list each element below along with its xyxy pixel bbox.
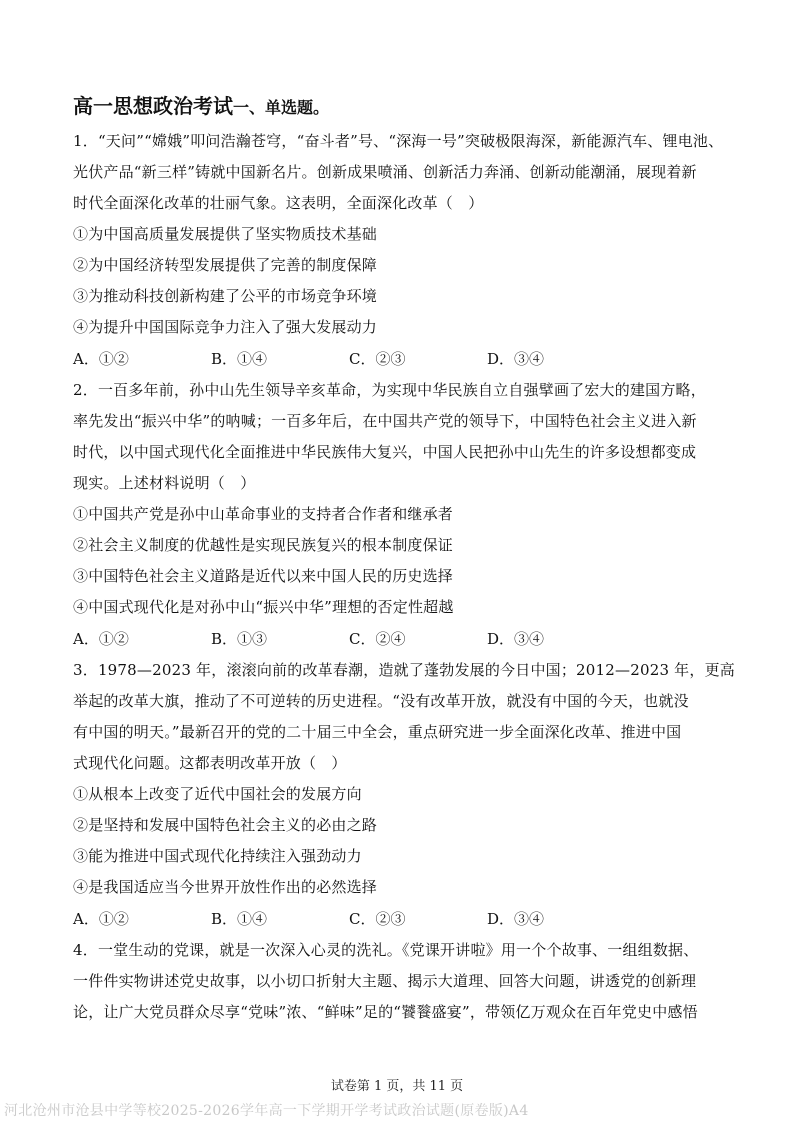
exam-title: 高一思想政治考试 [73, 94, 233, 118]
option-d: D．③④ [487, 630, 545, 648]
question-stem-line: 4．一堂生动的党课，就是一次深入心灵的洗礼。《党课开讲啦》用一个个故事、一组组数据、 [73, 941, 699, 959]
statement-item: ③能为推进中国式现代化持续注入强劲动力 [73, 847, 362, 865]
statement-item: ④是我国适应当今世界开放性作出的必然选择 [73, 878, 378, 896]
question-stem-line: 现实。上述材料说明（ ） [73, 474, 256, 492]
statement-item: ①为中国高质量发展提供了坚实物质技术基础 [73, 225, 378, 243]
page-title [73, 90, 329, 119]
watermark-text: 河北沧州市沧县中学等校2025-2026学年高一下学期开学考试政治试题(原卷版)A4 [4, 1103, 529, 1119]
option-a: A．①② [73, 350, 129, 368]
question-stem-line: 时代全面深化改革的壮丽气象。这表明，全面深化改革（ ） [73, 194, 484, 212]
statement-item: ④为提升中国国际竞争力注入了强大发展动力 [73, 318, 378, 336]
option-b: B．①④ [211, 350, 268, 368]
question-stem-line: 举起的改革大旗，推动了不可逆转的历史进程。“没有改革开放，就没有中国的今天，也就没 [73, 692, 689, 710]
option-b: B．①④ [211, 910, 268, 928]
option-c: C．②③ [349, 910, 406, 928]
option-a: A．①② [73, 910, 129, 928]
statement-item: ②社会主义制度的优越性是实现民族复兴的根本制度保证 [73, 536, 454, 554]
option-d: D．③④ [487, 350, 545, 368]
option-c: C．②③ [349, 350, 406, 368]
question-stem-line: 有中国的明天。”最新召开的党的二十届三中全会，重点研究进一步全面深化改革、推进中国 [73, 723, 682, 741]
question-stem-line: 光伏产品“新三样”铸就中国新名片。创新成果喷涌、创新活力奔涌、创新动能潮涌，展现着新 [73, 163, 697, 181]
question-stem-line: 2．一百多年前，孙中山先生领导辛亥革命，为实现中华民族自立自强擘画了宏大的建国方略， [73, 381, 706, 399]
question-stem-line: 一件件实物讲述党史故事，以小切口折射大主题、揭示大道理、回答大问题，讲透党的创新理 [73, 972, 697, 990]
statement-item: ④中国式现代化是对孙中山“振兴中华”理想的否定性超越 [73, 598, 454, 616]
statement-item: ①中国共产党是孙中山革命事业的支持者合作者和继承者 [73, 505, 454, 523]
question-stem-line: 论，让广大党员群众尽享“党味”浓、“鲜味”足的“饕餮盛宴”，带领亿万观众在百年党史中感悟 [73, 1003, 698, 1021]
page-footer: 试卷第 1 页，共 11 页 [330, 1079, 464, 1094]
option-c: C．②④ [349, 630, 406, 648]
question-stem-line: 时代，以中国式现代化全面推进中华民族伟大复兴，中国人民把孙中山先生的许多设想都变成 [73, 443, 697, 461]
option-b: B．①③ [211, 630, 268, 648]
statement-item: ②为中国经济转型发展提供了完善的制度保障 [73, 256, 378, 274]
statement-item: ③中国特色社会主义道路是近代以来中国人民的历史选择 [73, 567, 454, 585]
option-d: D．③④ [487, 910, 545, 928]
question-stem-line: 3．1978—2023 年，滚滚向前的改革春潮，造就了蓬勃发展的今日中国；2012—2023 年，更高 [73, 661, 735, 679]
question-stem-line: 式现代化问题。这都表明改革开放（ ） [73, 754, 347, 772]
section-heading: 一、单选题。 [233, 98, 330, 117]
option-a: A．①② [73, 630, 129, 648]
question-stem-line: 率先发出“振兴中华”的呐喊；一百多年后，在中国共产党的领导下，中国特色社会主义进入新 [73, 412, 697, 430]
statement-item: ①从根本上改变了近代中国社会的发展方向 [73, 785, 362, 803]
statement-item: ③为推动科技创新构建了公平的市场竞争环境 [73, 287, 378, 305]
statement-item: ②是坚持和发展中国特色社会主义的必由之路 [73, 816, 378, 834]
question-stem-line: 1．“天问”“嫦娥”叩问浩瀚苍穹，“奋斗者”号、“深海一号”突破极限海深，新能源汽车、锂电池、 [73, 132, 724, 150]
